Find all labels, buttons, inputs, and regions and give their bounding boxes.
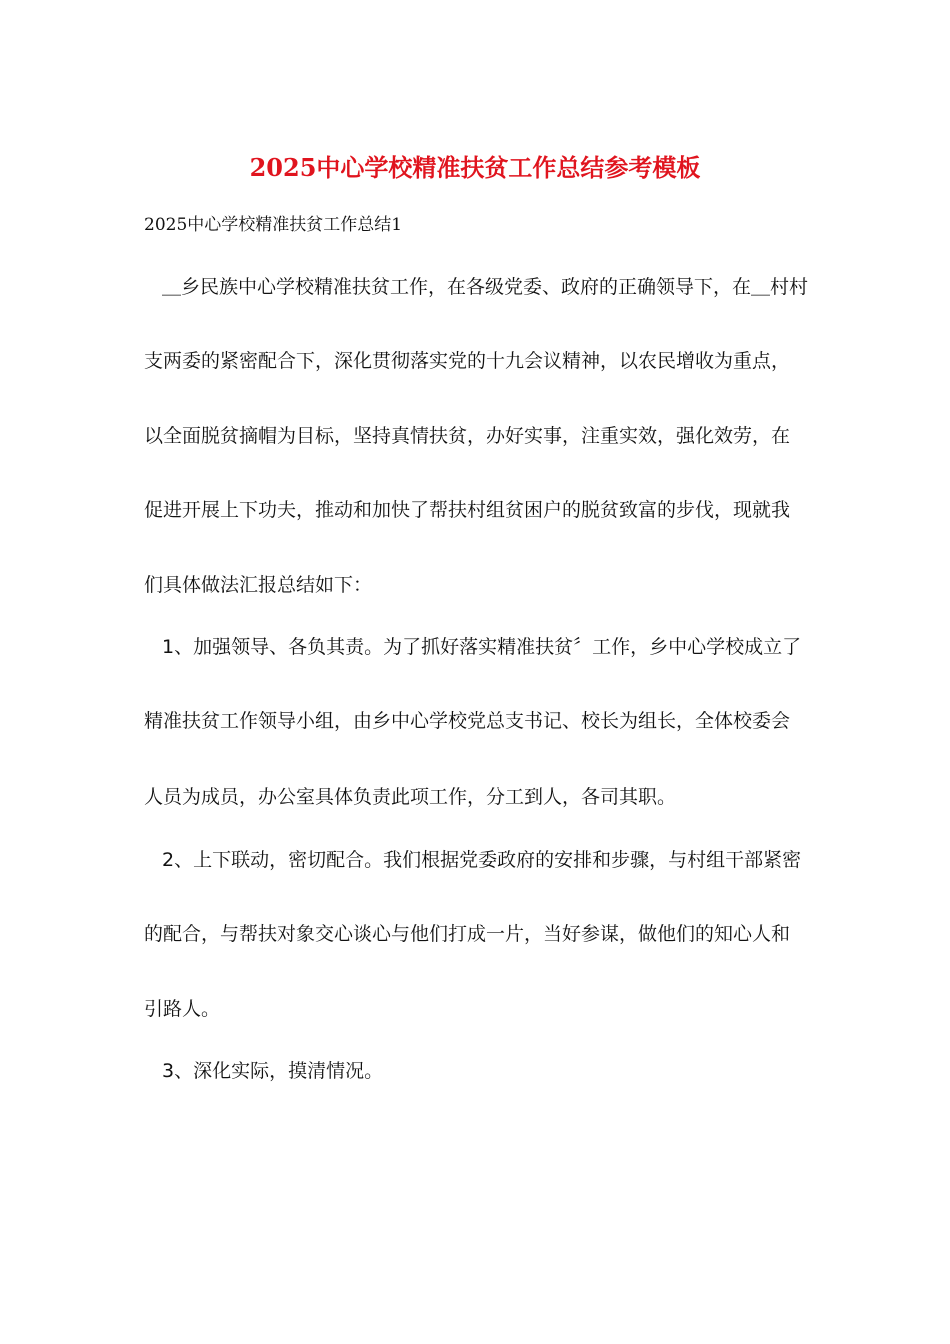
paragraph-line: 人员为成员，办公室具体负责此项工作，分工到人，各司其职。 [144, 786, 677, 808]
paragraph-line: 2、上下联动，密切配合。我们根据党委政府的安排和步骤，与村组干部紧密 [162, 849, 802, 871]
paragraph-line: 支两委的紧密配合下，深化贯彻落实党的十九会议精神，以农民增收为重点， [144, 350, 791, 372]
paragraph-line: ＿乡民族中心学校精准扶贫工作，在各级党委、政府的正确领导下，在＿村村 [162, 276, 809, 298]
paragraph-line: 们具体做法汇报总结如下： [144, 574, 373, 596]
section-heading: 2025中心学校精准扶贫工作总结1 [144, 215, 403, 235]
paragraph-line: 精准扶贫工作领导小组，由乡中心学校党总支书记、校长为组长，全体校委会 [144, 710, 791, 732]
document-title: 2025中心学校精准扶贫工作总结参考模板 [249, 153, 701, 182]
paragraph-line: 1、加强领导、各负其责。为了抓好落实精准扶贫〞工作，乡中心学校成立了 [162, 636, 802, 658]
paragraph-line: 以全面脱贫摘帽为目标，坚持真情扶贫，办好实事，注重实效，强化效劳，在 [144, 425, 791, 447]
paragraph-line: 促进开展上下功夫，推动和加快了帮扶村组贫困户的脱贫致富的步伐，现就我 [144, 499, 791, 521]
paragraph-line: 引路人。 [144, 998, 221, 1020]
paragraph-line: 的配合，与帮扶对象交心谈心与他们打成一片，当好参谋，做他们的知心人和 [144, 923, 791, 945]
paragraph-line: 3、深化实际，摸清情况。 [162, 1060, 384, 1082]
